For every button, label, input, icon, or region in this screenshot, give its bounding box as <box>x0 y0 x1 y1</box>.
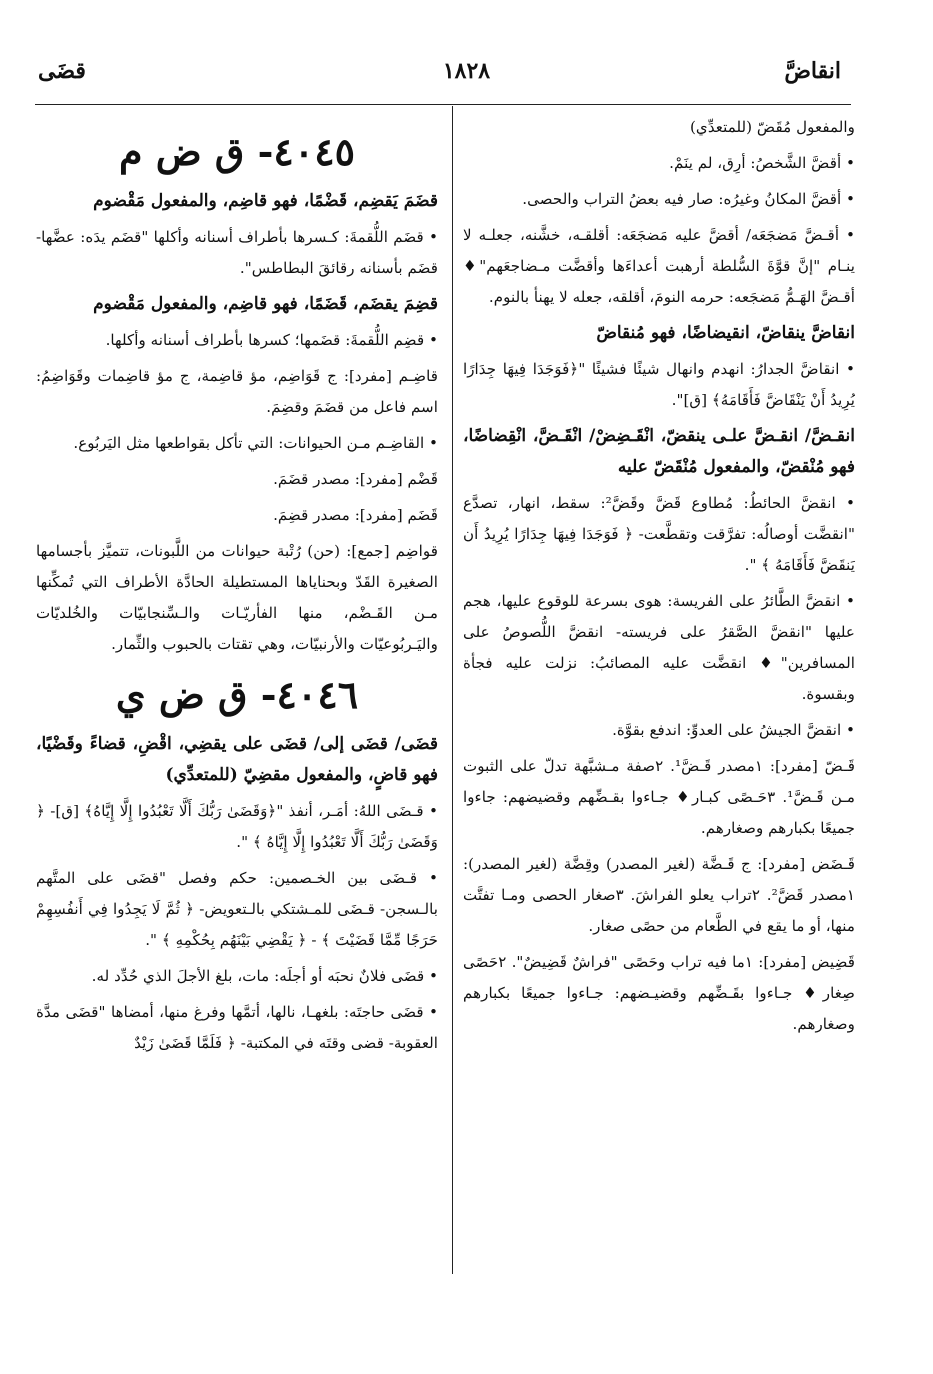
entry-line: قَـضّ [مفرد]: ١مصدر قَـضَّ¹. ٢صفة مـشبَّهة تدلّ على الثبوت مـن قَـضَّ¹. ٣حَـصًى كبـار♦ جـاءوا بقـضِّهم وقضيضهم: جاءوا جميعًا بكبارهم وصغارهم. <box>463 757 855 837</box>
column-divider <box>452 106 453 1274</box>
entry-line: قَضْم [مفرد]: مصدر قضَمَ. <box>273 470 438 488</box>
entry-line: • انقاضَّ الجدارُ: انهدم وانهال شيئًا فشيئًا "﴿فَوَجَدَا فِيهَا جِدَارًا يُرِيدُ أَنْ يَنْقَاضَّ فَأَقَامَهُ﴾ [ق]". <box>463 360 855 409</box>
entry-line: • انقضَّ الجيشُ على العدوِّ: اندفع بقوَّة. <box>612 721 855 739</box>
headword-line: قضَى/ قضَى إلى/ قضَى على يقضِي، اقْضِ، قضاءً وقَضْيًا، فهو قاضٍ، والمفعول مقضِيّ (للمتعدِّي) <box>36 734 438 785</box>
entry-line: • قضَم اللُّقمةَ: كـسرها بأطراف أسنانه وأكلها "قضَم يدَه: عضَّها- قضَم بأسنانه رقائقَ البطاطس". <box>36 228 438 277</box>
header-rule <box>35 104 851 105</box>
entry-line: قَـضَض [مفرد]: ج قَـضَّة (لغير المصدر) وقِضَّة (لغير المصدر): ١مصدر قَضَّ². ٢تراب يعلو الفراشَ. ٣صغار الحصى ومـا تفتَّت منها، أو ما يقع في الطَّعام من حصًى صغار. <box>463 855 856 935</box>
headword-line: انقـضَّ/ انقـضَّ علـى ينقضّ، انْقَـضِضْ/ انْقَـضَّ، انْقِضاضًا، فهو مُنْقضّ، والمفعول مُنْقَضّ عليه <box>463 426 855 477</box>
entry-line: قواضِم [جمع]: (حن) رُتْبة حيوانات من اللَّبونات، تتميَّز بأجسامها الصغيرة القَدّ وبحناياها المستطيلة الحادَّة الأطراف التي تُمكِّنها مـن القَـضْم، منها الفأريّـات والـسِّنجابيّات والخُلديّات واليَـربُوعيّات والأرنبيّات، وهي تقتات بالحبوب والثِّمار. <box>36 542 438 653</box>
entry-line: • أقضَّ الشَّخصُ: أرِق، لم ينَمْ. <box>669 154 855 172</box>
entry-line: والمفعول مُقَضّ (للمتعدِّي) <box>690 118 855 136</box>
entry-line: • قـضَى اللهُ: أمَـر، أنفذ "﴿وَقَضَىٰ رَبُّكَ أَلَّا تَعْبُدُوا إِلَّا إِيَّاهُ﴾ [ق]- ﴿ وَقَضَىٰ رَبُّكَ أَلَّا تَعْبُدُوا إِلَّا إِيَّاهُ ﴾ ". <box>36 802 438 851</box>
entry-line: قاضِـم [مفرد]: ج قَوَاضِم، مؤ قاضِمة، ج مؤ قاضِمات وقَوَاضِمُ: اسم فاعل من قضَمَ وقضِمَ. <box>36 367 438 416</box>
entry-line: • القاضِـم مـن الحيوانات: التي تأكل بقواطعها مثل اليَربُوع. <box>73 434 438 452</box>
section-heading-4046: ٤٠٤٦- ق ض ي <box>115 672 359 717</box>
entry-line: • قضِم اللُّقمةَ: قضَمها؛ كسرها بأطراف أسنانه وأكلها. <box>105 331 438 349</box>
section-heading-4045: ٤٠٤٥- ق ض م <box>118 129 356 174</box>
entry-line: • انقضَّ الحائطُ: مُطاوع قَضَّ وقَضَّ²: سقط، انهار، تصدَّع "انقضَّت أوصالُه: تفرَّقت وتقطَّعت- ﴿ فَوَجَدَا فِيهَا جِدَارًا يُرِيدُ أَن يَنقَضَّ فَأَقَامَهُ ﴾ ". <box>463 494 855 574</box>
left-column <box>36 120 438 1064</box>
page-number: ١٨٢٨ <box>442 58 491 84</box>
entry-line: • انقضَّ الطَّائرُ على الفريسة: هوى بسرعة للوقوع عليها، هجم عليها "انقضَّ الصَّقرُ على فريسته- انقضَّ اللُّصوصُ على المسافرين"♦ انقضَّت عليه المصائبُ: نزلت عليه فجأة وبقسوة. <box>463 592 855 703</box>
headword-line: قضِمَ يقضَم، قَضَمًا، فهو قاضِم، والمفعول مَقْضوم <box>93 294 438 314</box>
running-head-left: قضَى <box>38 58 86 84</box>
entry-line: قَضِيض [مفرد]: ١ما فيه تراب وحَصًى "فراشٌ قَضِيضٌ". ٢حَصًى صِغار♦ جـاءوا بقَـضِّهم وقضيـضهم: جـاءوا جميعًا بكبارهم وصغارهم. <box>463 953 856 1033</box>
headword-line: انقاضَّ ينقاضّ، انقيضاضًا، فهو مُنقاضّ <box>596 323 855 343</box>
entry-line: • أقضَّ المكانُ وغيرُه: صار فيه بعضُ التراب والحصى. <box>522 190 855 208</box>
right-column <box>463 112 855 1045</box>
entry-line: • أقـضَّ مَضجَعَه/ أقضَّ عليه مَضجَعَه: أقلقـه، خشَّنه، جعلـه لا ينـام "إنَّ قوَّةَ السُّلطة أرهبت أعداءَها وأقضَّت مـضاجعَهم"♦ أقـضَّ الهَـمُّ مَضجَعه: حرمه النومَ، أقلقه، جعله لا يهنأ بالنوم. <box>463 226 855 306</box>
running-head-right: انقاضَّ <box>784 58 841 84</box>
entry-line: قَضَم [مفرد]: مصدر قضِمَ. <box>273 506 438 524</box>
headword-line: قضَمَ يَقضِم، قَضْمًا، فهو قاضِم، والمفعول مَقْضوم <box>93 191 438 211</box>
entry-line: • قضَى حاجتَه: بلغهـا، نالها، أتمَّها وفرغ منها، أمضاها "قضَى مدَّة العقوبة- قضى وقتَه في المكتبة- ﴿ فَلَمَّا قَضَىٰ زَيْدٌ <box>36 1003 438 1052</box>
entry-line: • قـضَى بين الخـصمين: حكم وفصل "قضَى على المتَّهم بالـسجن- قـضَى للمـشتكي بالـتعويض- ﴿ ثُمَّ لَا يَجِدُوا فِي أَنفُسِهِمْ حَرَجًا مِّمَّا قَضَيْتَ ﴾ - ﴿ يَقْضِي بَيْنَهُم بِحُكْمِهِ ﴾ ". <box>36 869 438 949</box>
entry-line: • قضَى فلانٌ نحبَه أو أجلَه: مات، بلغ الأجلَ الذي حُدِّد له. <box>91 967 438 985</box>
